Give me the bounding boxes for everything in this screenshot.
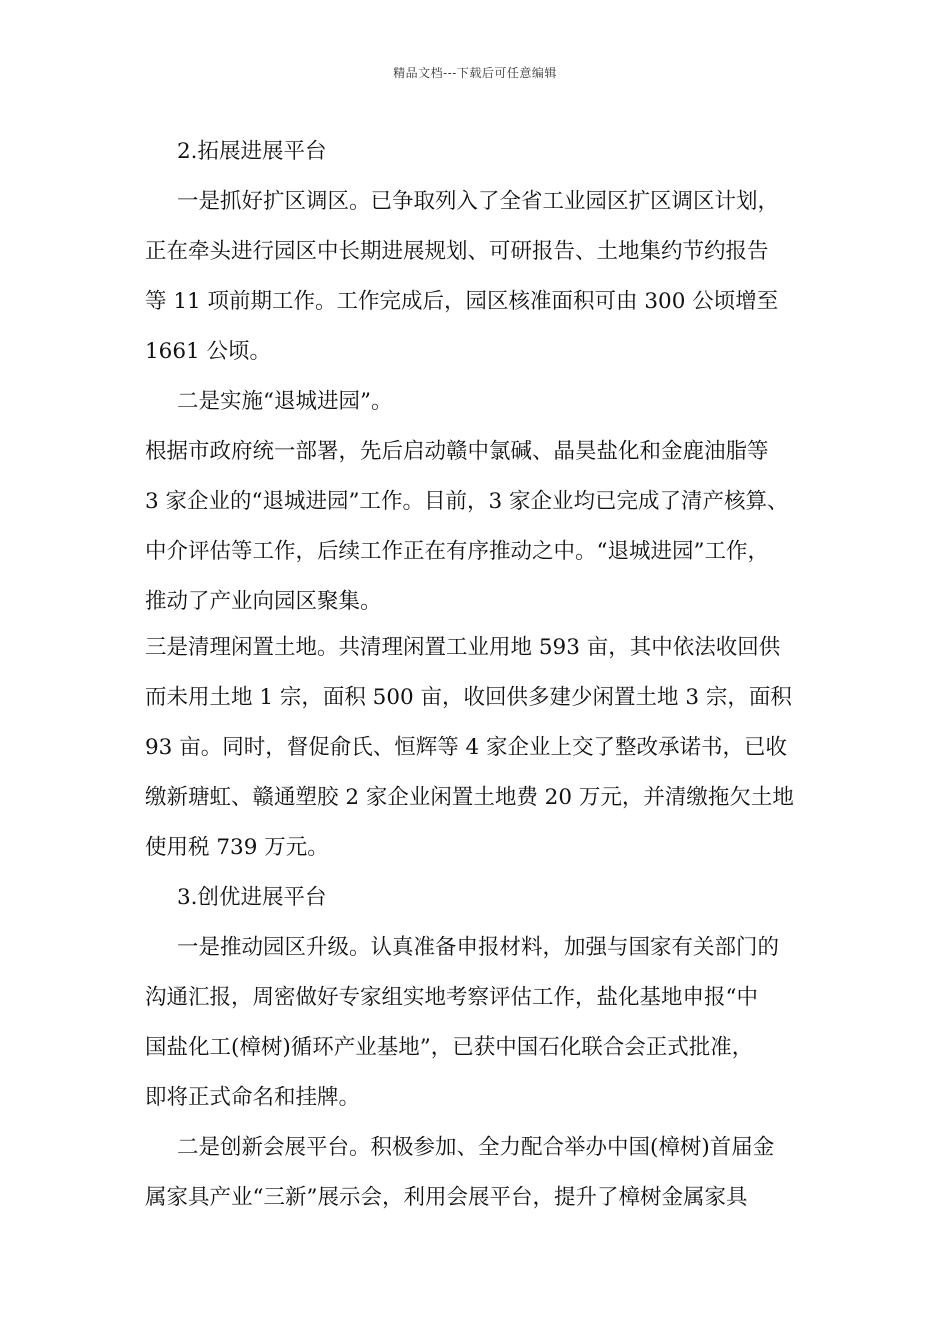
section-heading-2: 2.拓展进展平台 — [177, 139, 327, 164]
paragraph-line: 而未用土地 1 宗，面积 500 亩，收回供多建少闲置土地 3 宗，面积 — [145, 685, 792, 710]
paragraph-line: 即将正式命名和挂牌。 — [145, 1085, 361, 1110]
section-heading-3: 3.创优进展平台 — [177, 885, 327, 910]
paragraph-line: 使用税 739 万元。 — [145, 835, 329, 860]
paragraph-line: 中介评估等工作，后续工作正在有序推动之中。“退城进园”工作， — [145, 539, 769, 564]
paragraph-line: 推动了产业向园区聚集。 — [145, 589, 382, 614]
paragraph-line: 沟通汇报，周密做好专家组实地考察评估工作，盐化基地申报“中 — [145, 985, 758, 1010]
page-header: 精品文档---下载后可任意编辑 — [393, 66, 557, 80]
paragraph-line: 正在牵头进行园区中长期进展规划、可研报告、土地集约节约报告 — [145, 239, 769, 264]
paragraph-line: 一是抓好扩区调区。已争取列入了全省工业园区扩区调区计划， — [177, 189, 780, 214]
paragraph-line: 二是实施“退城进园”。 — [177, 389, 393, 414]
paragraph-line: 1661 公顷。 — [145, 339, 272, 364]
paragraph-line: 缴新瑭虹、赣通塑胶 2 家企业闲置土地费 20 万元，并清缴拖欠土地 — [145, 785, 794, 810]
paragraph-line: 国盐化工(樟树)循环产业基地”，已获中国石化联合会正式批准， — [145, 1035, 754, 1060]
paragraph-line: 三是清理闲置土地。共清理闲置工业用地 593 亩，其中依法收回供 — [145, 635, 781, 660]
paragraph-line: 3 家企业的“退城进园”工作。目前，3 家企业均已完成了清产核算、 — [145, 489, 789, 514]
paragraph-line: 等 11 项前期工作。工作完成后，园区核准面积可由 300 公顷增至 — [145, 289, 779, 314]
paragraph-line: 根据市政府统一部署，先后启动赣中氯碱、晶昊盐化和金鹿油脂等 — [145, 439, 769, 464]
paragraph-line: 一是推动园区升级。认真准备申报材料，加强与国家有关部门的 — [177, 935, 780, 960]
paragraph-line: 属家具产业“三新”展示会，利用会展平台，提升了樟树金属家具 — [145, 1185, 748, 1210]
paragraph-line: 93 亩。同时，督促俞氏、恒辉等 4 家企业上交了整改承诺书，已收 — [145, 735, 788, 760]
paragraph-line: 二是创新会展平台。积极参加、全力配合举办中国(樟树)首届金 — [177, 1135, 775, 1160]
